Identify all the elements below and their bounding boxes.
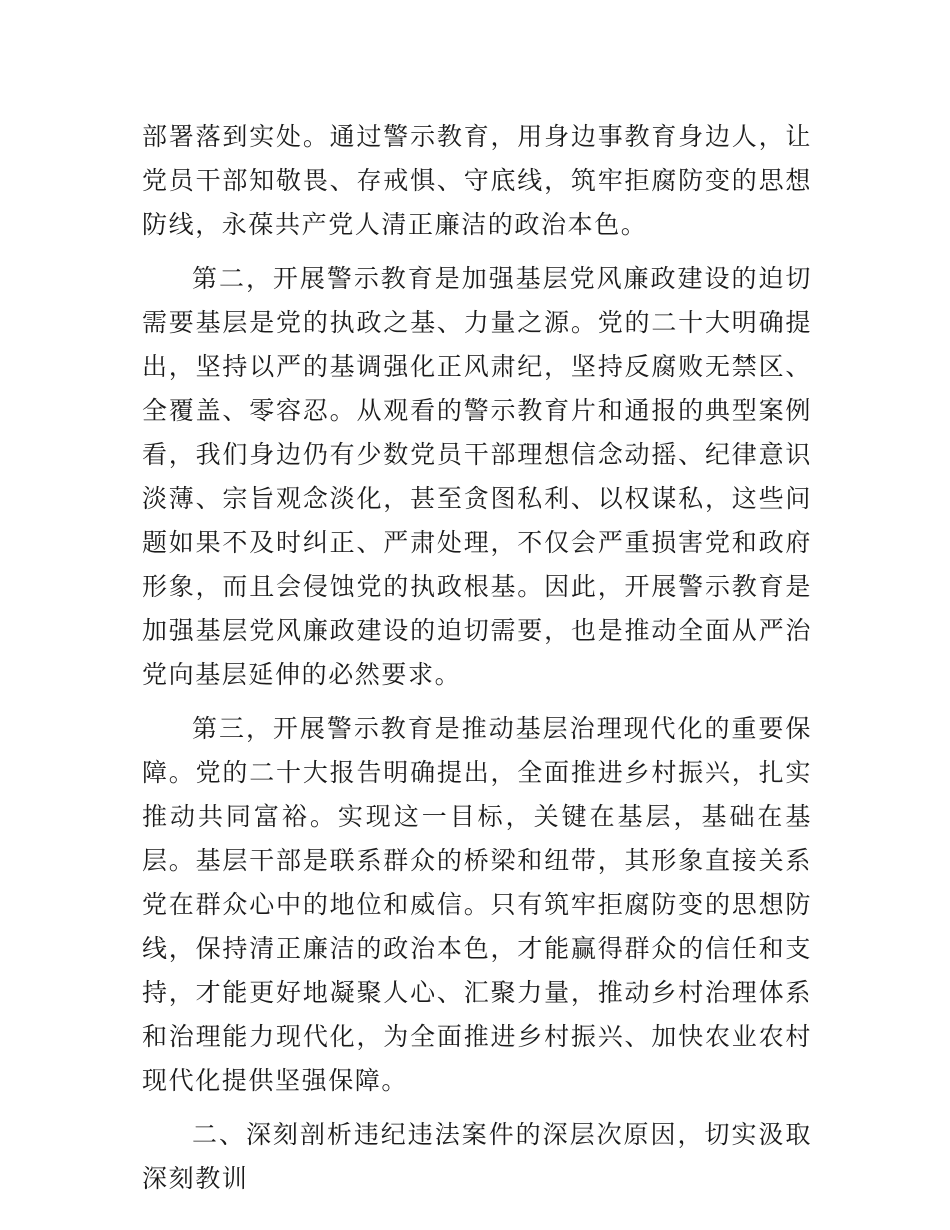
- paragraph-1: 部署落到实处。通过警示教育，用身边事教育身边人，让党员干部知敬畏、存戒惧、守底线，筑牢拒腐防变的思想防线，永葆共产党人清正廉洁的政治本色。: [142, 122, 812, 239]
- section-heading: 二、深刻剖析违纪违法案件的深层次原因，切实汲取深刻教训: [142, 1120, 812, 1193]
- paragraph-2: 第二，开展警示教育是加强基层党风廉政建设的迫切需要基层是党的执政之基、力量之源。党的二十大明确提出，坚持以严的基调强化正风肃纪，坚持反腐败无禁区、全覆盖、零容忍。从观看的警示教育片和通报的典型案例看，我们身边仍有少数党员干部理想信念动摇、纪律意识淡薄、宗旨观念淡化，甚至贪图私利、以权谋私，这些问题如果不及时纠正、严肃处理，不仅会严重损害党和政府形象，而且会侵蚀党的执政根基。因此，开展警示教育是加强基层党风廉政建设的迫切需要，也是推动全面从严治党向基层延伸的必然要求。: [142, 264, 812, 689]
- paragraph-3: 第三，开展警示教育是推动基层治理现代化的重要保障。党的二十大报告明确提出，全面推进乡村振兴，扎实推动共同富裕。实现这一目标，关键在基层，基础在基层。基层干部是联系群众的桥梁和纽带，其形象直接关系党在群众心中的地位和威信。只有筑牢拒腐防变的思想防线，保持清正廉洁的政治本色，才能赢得群众的信任和支持，才能更好地凝聚人心、汇聚力量，推动乡村治理体系和治理能力现代化，为全面推进乡村振兴、加快农业农村现代化提供坚强保障。: [142, 714, 812, 1095]
- document-body: [142, 115, 812, 1211]
